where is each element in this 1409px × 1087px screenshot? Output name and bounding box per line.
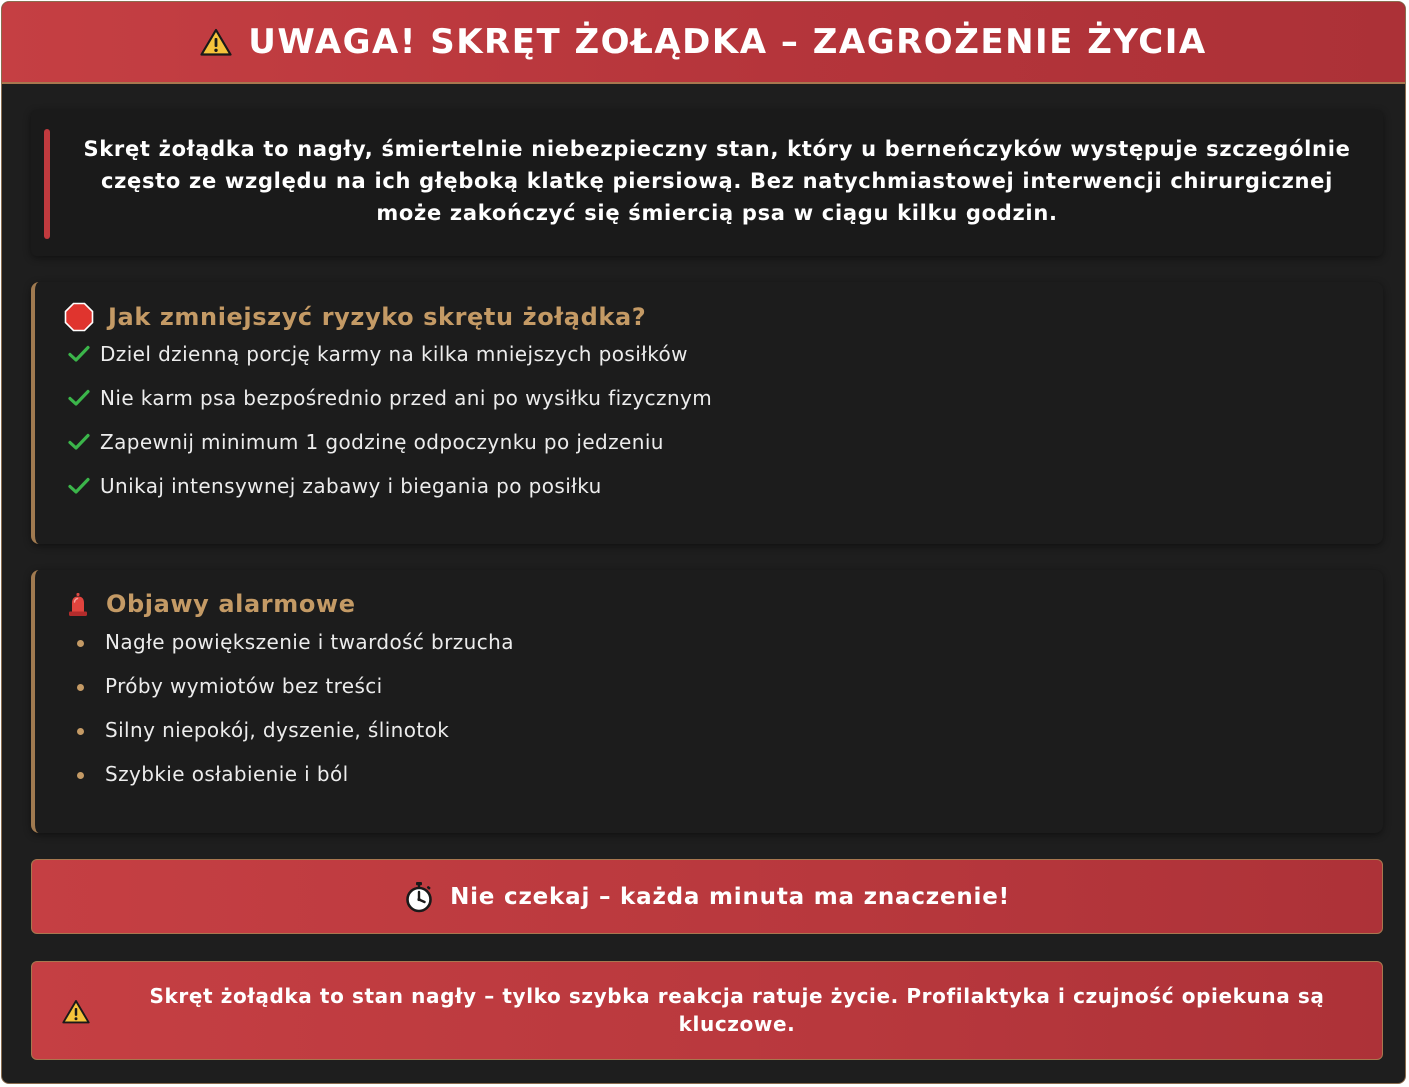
prevention-title: Jak zmniejszyć ryzyko skrętu żołądka? [108,303,647,331]
alert-title: UWAGA! SKRĘT ŻOŁĄDKA – ZAGROŻENIE ŻYCIA [248,22,1207,62]
check-icon [68,386,98,407]
list-item [68,718,514,762]
symptoms-section [31,570,1383,833]
warning-card [1,1,1406,1084]
summary-banner [31,961,1383,1060]
list-item [68,386,712,430]
intro-text: Skręt żołądka to nagły, śmiertelnie niebezpieczny stan, który u berneńczyków występuje szczególnie często ze względu na ich głęboką klatkę piersiową. Bez natychmiastowej interwencji chirurgicznej może zakończyć się śmiercią psa w ciągu kilku godzin. [83,137,1351,225]
alarm-bell-icon [64,590,92,618]
urgency-text: Nie czekaj – każda minuta ma znaczenie! [450,883,1010,910]
prevention-list [68,342,712,518]
list-item [68,342,712,386]
check-icon [68,474,98,495]
stopwatch-icon [404,881,434,913]
list-item-text: Próby wymiotów bez treści [105,674,383,698]
list-item [68,474,712,518]
stop-sign-icon [64,302,94,332]
prevention-heading [64,302,646,332]
urgency-banner [31,859,1383,934]
intro-accent-bar [44,129,50,239]
list-item-text: Silny niepokój, dyszenie, ślinotok [105,718,450,742]
list-item-text: Szybkie osłabienie i ból [105,762,349,786]
symptoms-title: Objawy alarmowe [106,590,356,618]
summary-text: Skręt żołądka to stan nagły – tylko szybka reakcja ratuje życie. Profilaktyka i czujność opiekuna są kluczowe. [149,984,1325,1036]
bullet-icon [77,728,84,735]
list-item [68,762,514,806]
warning-icon [200,28,232,56]
list-item [68,430,712,474]
prevention-section [31,282,1383,544]
bullet-icon [77,640,84,647]
symptoms-heading [64,590,356,618]
list-item-text: Zapewnij minimum 1 godzinę odpoczynku po jedzeniu [100,430,664,454]
list-item-text: Unikaj intensywnej zabawy i biegania po posiłku [100,474,602,498]
alert-header [2,2,1405,84]
list-item [68,674,514,718]
list-item [68,630,514,674]
intro-box [31,110,1383,256]
symptoms-list [68,630,514,806]
list-item-text: Nagłe powiększenie i twardość brzucha [105,630,514,654]
bullet-icon [77,772,84,779]
list-item-text: Dziel dzienną porcję karmy na kilka mniejszych posiłków [100,342,688,366]
check-icon [68,342,98,363]
list-item-text: Nie karm psa bezpośrednio przed ani po wysiłku fizycznym [100,386,713,410]
check-icon [68,430,98,451]
warning-icon [62,999,90,1024]
bullet-icon [77,684,84,691]
